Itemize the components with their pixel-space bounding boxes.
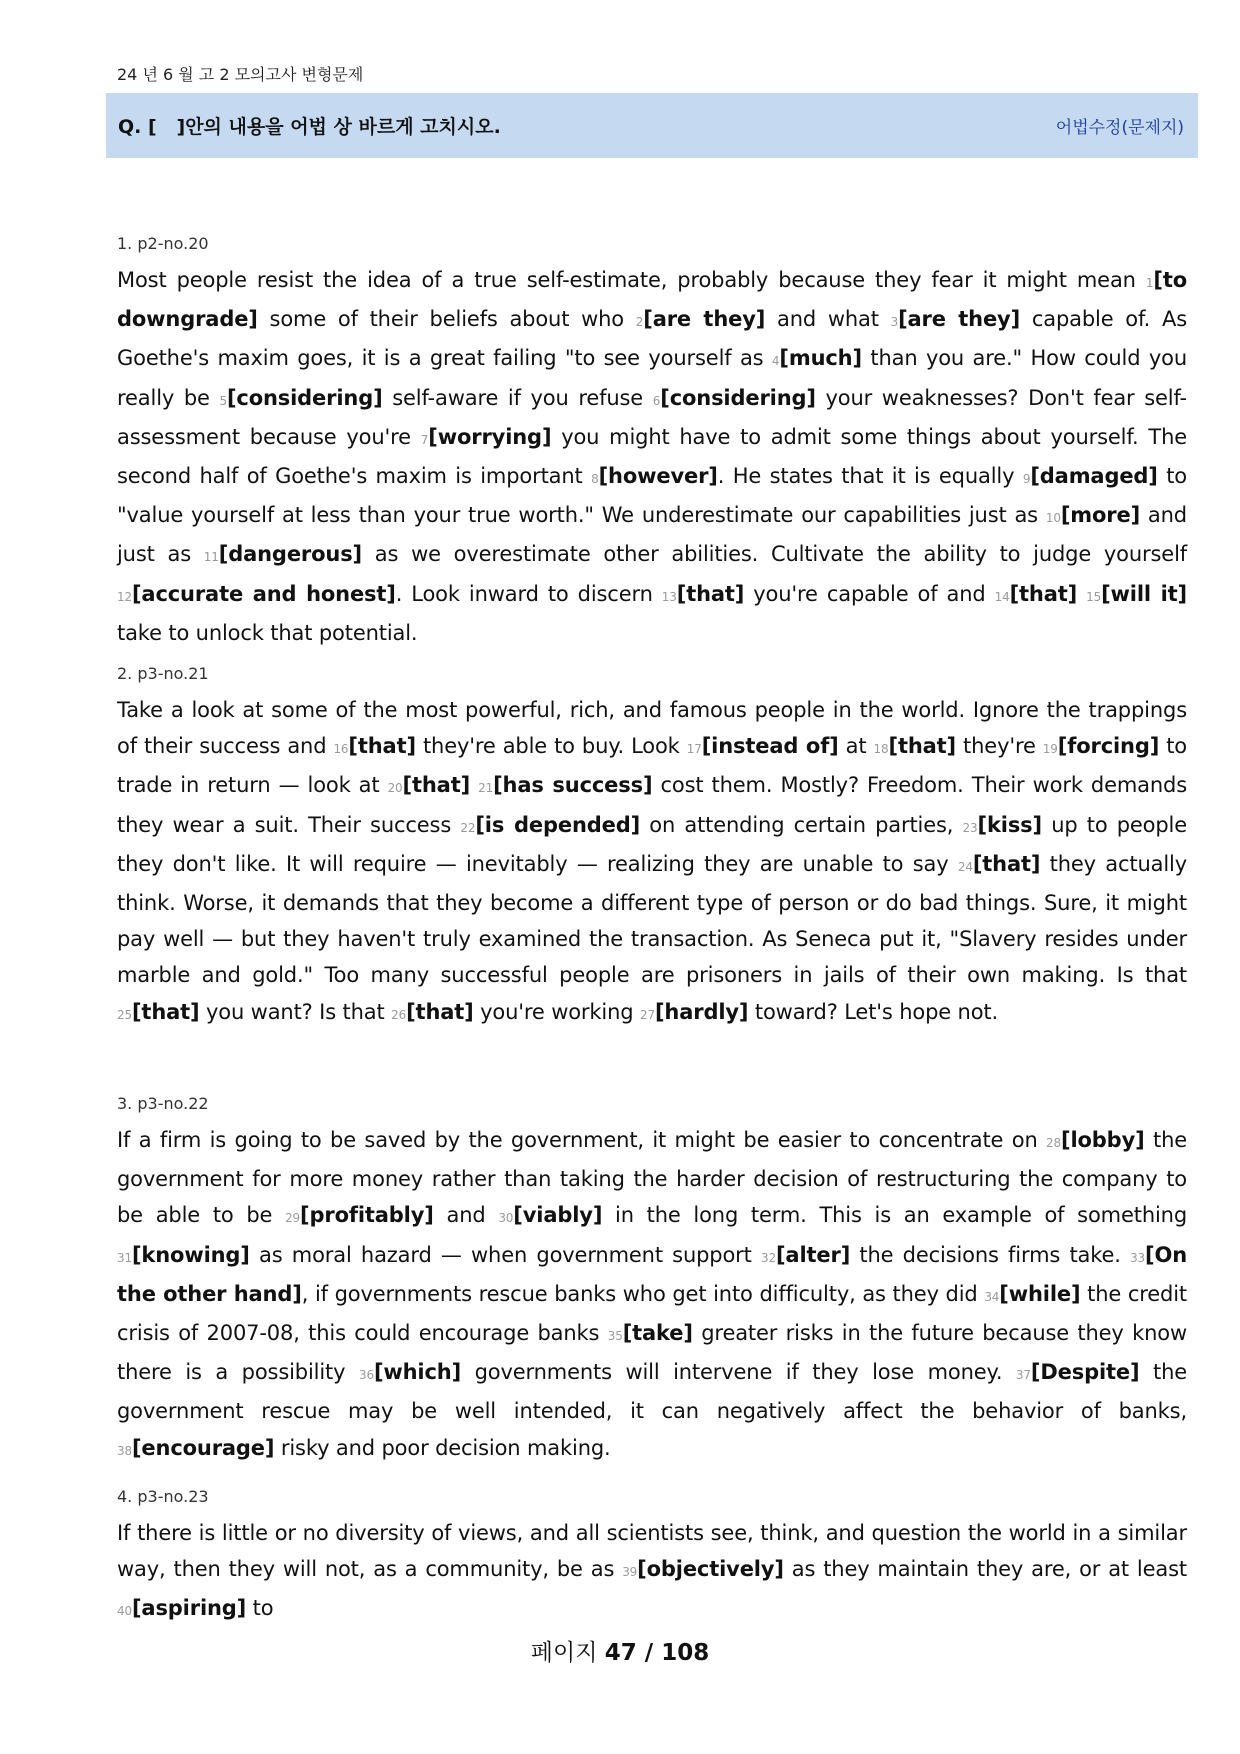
page-separator: / [636, 1640, 662, 1666]
blank-number: 15 [1086, 589, 1102, 604]
passage-4 [117, 1515, 1187, 1630]
passage-text: the credit crisis of 2007-08, this could encourage banks [117, 1281, 1188, 1346]
grammar-blank: [that] [972, 851, 1041, 876]
blank-number: 17 [686, 742, 702, 757]
blank-number: 40 [117, 1604, 132, 1619]
blank-number: 18 [873, 742, 889, 757]
passage-text: the government rescue may be well intended, it can negatively affect the behavior of banks, [117, 1360, 1188, 1424]
passage-text: and [433, 1203, 499, 1228]
passage-text: they're [956, 734, 1043, 759]
passage-text: . He states that it is equally [717, 464, 1023, 489]
worksheet-type-label: 어법수정(문제지) [1055, 118, 1184, 138]
grammar-blank: [is depended] [475, 812, 641, 837]
grammar-blank: [lobby] [1061, 1128, 1145, 1152]
page-number [0, 1634, 1240, 1667]
blank-number: 12 [117, 589, 132, 604]
grammar-blank: [dangerous] [218, 542, 362, 567]
current-page: 47 [604, 1640, 637, 1666]
blank-number: 31 [117, 1250, 132, 1265]
blank-number: 29 [285, 1211, 301, 1226]
passage-text: to [246, 1596, 274, 1621]
blank-number: 13 [661, 589, 677, 604]
blank-number: 27 [639, 1007, 655, 1022]
blank-number: 36 [358, 1368, 374, 1383]
instruction-text: Q. [ ]안의 내용을 어법 상 바르게 고치시오. [118, 116, 501, 138]
passage-text: in the long term. This is an example of something [602, 1203, 1187, 1228]
grammar-blank: [that] [888, 734, 957, 759]
blank-number: 26 [391, 1007, 407, 1022]
blank-number: 1 [1145, 276, 1154, 290]
question-label-4: 4. p3-no.23 [117, 1487, 209, 1506]
grammar-blank: [forcing] [1057, 734, 1160, 759]
grammar-blank: [hardly] [654, 999, 749, 1024]
blank-number: 9 [1022, 472, 1031, 487]
blank-number: 25 [117, 1007, 132, 1022]
blank-number: 39 [622, 1565, 638, 1580]
grammar-blank: [worrying] [428, 424, 552, 449]
blank-number: 8 [591, 472, 599, 487]
passage-text: as moral hazard — when government support [249, 1242, 761, 1267]
passage-text: you're working [473, 999, 640, 1024]
blank-number: 11 [203, 550, 219, 565]
blank-number: 32 [761, 1250, 776, 1265]
passage-text: governments will intervene if they lose money. [461, 1360, 1016, 1385]
grammar-blank: [considering] [660, 385, 816, 410]
grammar-blank: [much] [779, 346, 862, 371]
passage-text: on attending certain parties, [640, 812, 963, 837]
grammar-blank: [however] [598, 464, 718, 489]
grammar-blank: [that] [131, 999, 200, 1024]
question-label-3: 3. p3-no.22 [117, 1094, 209, 1113]
blank-number: 19 [1042, 742, 1058, 757]
passage-text: as they maintain they are, or at least [783, 1557, 1187, 1582]
blank-number: 3 [890, 315, 899, 330]
passage-text: at [838, 734, 874, 759]
passage-text [1077, 582, 1086, 606]
blank-number: 34 [984, 1289, 1000, 1304]
passage-text: If there is little or no diversity of views, and all scientists see, think, and question the world in a similar way, then they will not, as a community, be as [117, 1521, 1187, 1582]
grammar-blank: [considering] [226, 385, 383, 410]
passage-text: they actually think. Worse, it demands that they become a different type of person or do bad things. Sure, it might pay well — but they haven't truly examined the transaction. As Seneca put it, "Slavery resides under marble and gold." Too many successful people are prisoners in jails of their own making. Is that [117, 851, 1187, 988]
passage-text: take to unlock that potential. [117, 620, 418, 645]
blank-number: 23 [962, 820, 978, 835]
passage-text: and what [765, 307, 891, 332]
blank-number: 2 [635, 315, 644, 330]
passage-2 [117, 692, 1187, 1033]
grammar-blank: [damaged] [1030, 464, 1158, 489]
passage-text: , if governments rescue banks who get into difficulty, as they did [301, 1281, 985, 1306]
blank-number: 10 [1045, 511, 1061, 526]
passage-text: risky and poor decision making. [274, 1435, 611, 1460]
passage-text: . Look inward to discern [395, 581, 662, 606]
total-pages: 108 [661, 1640, 710, 1666]
grammar-blank: [more] [1060, 503, 1141, 528]
grammar-blank: [objectively] [637, 1557, 784, 1582]
grammar-blank: [which] [373, 1360, 462, 1385]
grammar-blank: [will it] [1101, 581, 1187, 606]
passage-text: they're able to buy. Look [415, 734, 687, 759]
blank-number: 16 [333, 742, 349, 757]
grammar-blank: [to downgrade] [117, 268, 1187, 332]
passage-text: cost them. Mostly? Freedom. Their work demands they wear a suit. Their success [117, 773, 1187, 837]
grammar-blank: [while] [999, 1281, 1081, 1306]
passage-text: self-aware if you refuse [382, 385, 653, 410]
question-label-2: 2. p3-no.21 [117, 664, 209, 683]
grammar-blank: [knowing] [131, 1242, 250, 1267]
blank-number: 20 [387, 781, 403, 796]
passage-text: some of their beliefs about who [257, 307, 636, 332]
passage-3 [117, 1122, 1187, 1469]
blank-number: 21 [478, 781, 494, 796]
grammar-blank: [that] [402, 773, 471, 798]
grammar-blank: [profitably] [300, 1203, 434, 1228]
blank-number: 6 [652, 393, 661, 408]
passage-text: capable of. As Goethe's maxim goes, it is a great failing "to see yourself as [117, 307, 1187, 371]
passage-text: Most people resist the idea of a true self-estimate, probably because they fear it might mean [117, 268, 1146, 292]
grammar-blank: [instead of] [701, 734, 839, 759]
passage-text: the decisions firms take. [850, 1242, 1131, 1267]
passage-text: Take a look at some of the most powerful, rich, and famous people in the world. Ignore the trappings of their success and [117, 698, 1187, 759]
blank-number: 37 [1015, 1368, 1031, 1383]
blank-number: 24 [957, 859, 973, 874]
passage-text: toward? Let's hope not. [748, 999, 999, 1024]
grammar-blank: [On the other hand] [117, 1242, 1187, 1306]
passage-text: and just as [117, 503, 1187, 567]
passage-1 [117, 262, 1187, 651]
grammar-blank: [has success] [493, 773, 653, 798]
grammar-blank: [encourage] [131, 1435, 275, 1460]
grammar-blank: [that] [406, 999, 474, 1024]
passage-text: your weaknesses? Don't fear self-assessment because you're [117, 385, 1187, 449]
grammar-blank: [are they] [643, 307, 766, 332]
grammar-blank: [Despite] [1030, 1360, 1140, 1385]
passage-text: you might have to admit some things about yourself. The second half of Goethe's maxim is important [117, 424, 1187, 489]
blank-number: 30 [498, 1211, 514, 1226]
blank-number: 5 [219, 393, 227, 408]
blank-number: 4 [771, 354, 780, 369]
grammar-blank: [that] [676, 581, 745, 606]
grammar-blank: [alter] [775, 1242, 851, 1267]
question-label-1: 1. p2-no.20 [117, 234, 209, 253]
passage-text: up to people they don't like. It will require — inevitably — realizing they are unable to say [117, 812, 1188, 876]
passage-text [470, 773, 478, 797]
page-header: 24 년 6 월 고 2 모의고사 변형문제 [117, 65, 364, 84]
passage-text: than you are." How could you really be [117, 346, 1187, 410]
grammar-blank: [that] [1009, 581, 1078, 606]
blank-number: 7 [420, 432, 429, 447]
blank-number: 22 [460, 820, 476, 835]
grammar-blank: [aspiring] [131, 1596, 247, 1621]
grammar-blank: [take] [622, 1321, 693, 1346]
passage-text: you're capable of and [744, 581, 995, 606]
blank-number: 35 [607, 1329, 623, 1344]
blank-number: 33 [1130, 1250, 1146, 1265]
blank-number: 14 [994, 589, 1010, 604]
passage-text: the government for more money rather than taking the harder decision of restructuring the company to be able to be [117, 1128, 1187, 1228]
grammar-blank: [are they] [898, 307, 1021, 332]
passage-text: to trade in return — look at [117, 734, 1188, 798]
grammar-blank: [kiss] [977, 812, 1042, 837]
blank-number: 38 [117, 1443, 132, 1458]
passage-text: If a firm is going to be saved by the government, it might be easier to concentrate on [117, 1128, 1047, 1152]
blank-number: 28 [1046, 1136, 1062, 1150]
passage-text: greater risks in the future because they know there is a possibility [117, 1321, 1187, 1385]
grammar-blank: [that] [348, 734, 416, 759]
passage-text: you want? Is that [199, 999, 392, 1024]
passage-text: as we overestimate other abilities. Cultivate the ability to judge yourself [362, 542, 1188, 567]
passage-text: to "value yourself at less than your true worth." We underestimate our capabilities just as [117, 464, 1187, 528]
page-prefix: 페이지 [530, 1640, 605, 1666]
grammar-blank: [accurate and honest] [131, 581, 396, 606]
instruction-banner [106, 93, 1198, 158]
grammar-blank: [viably] [513, 1203, 603, 1228]
